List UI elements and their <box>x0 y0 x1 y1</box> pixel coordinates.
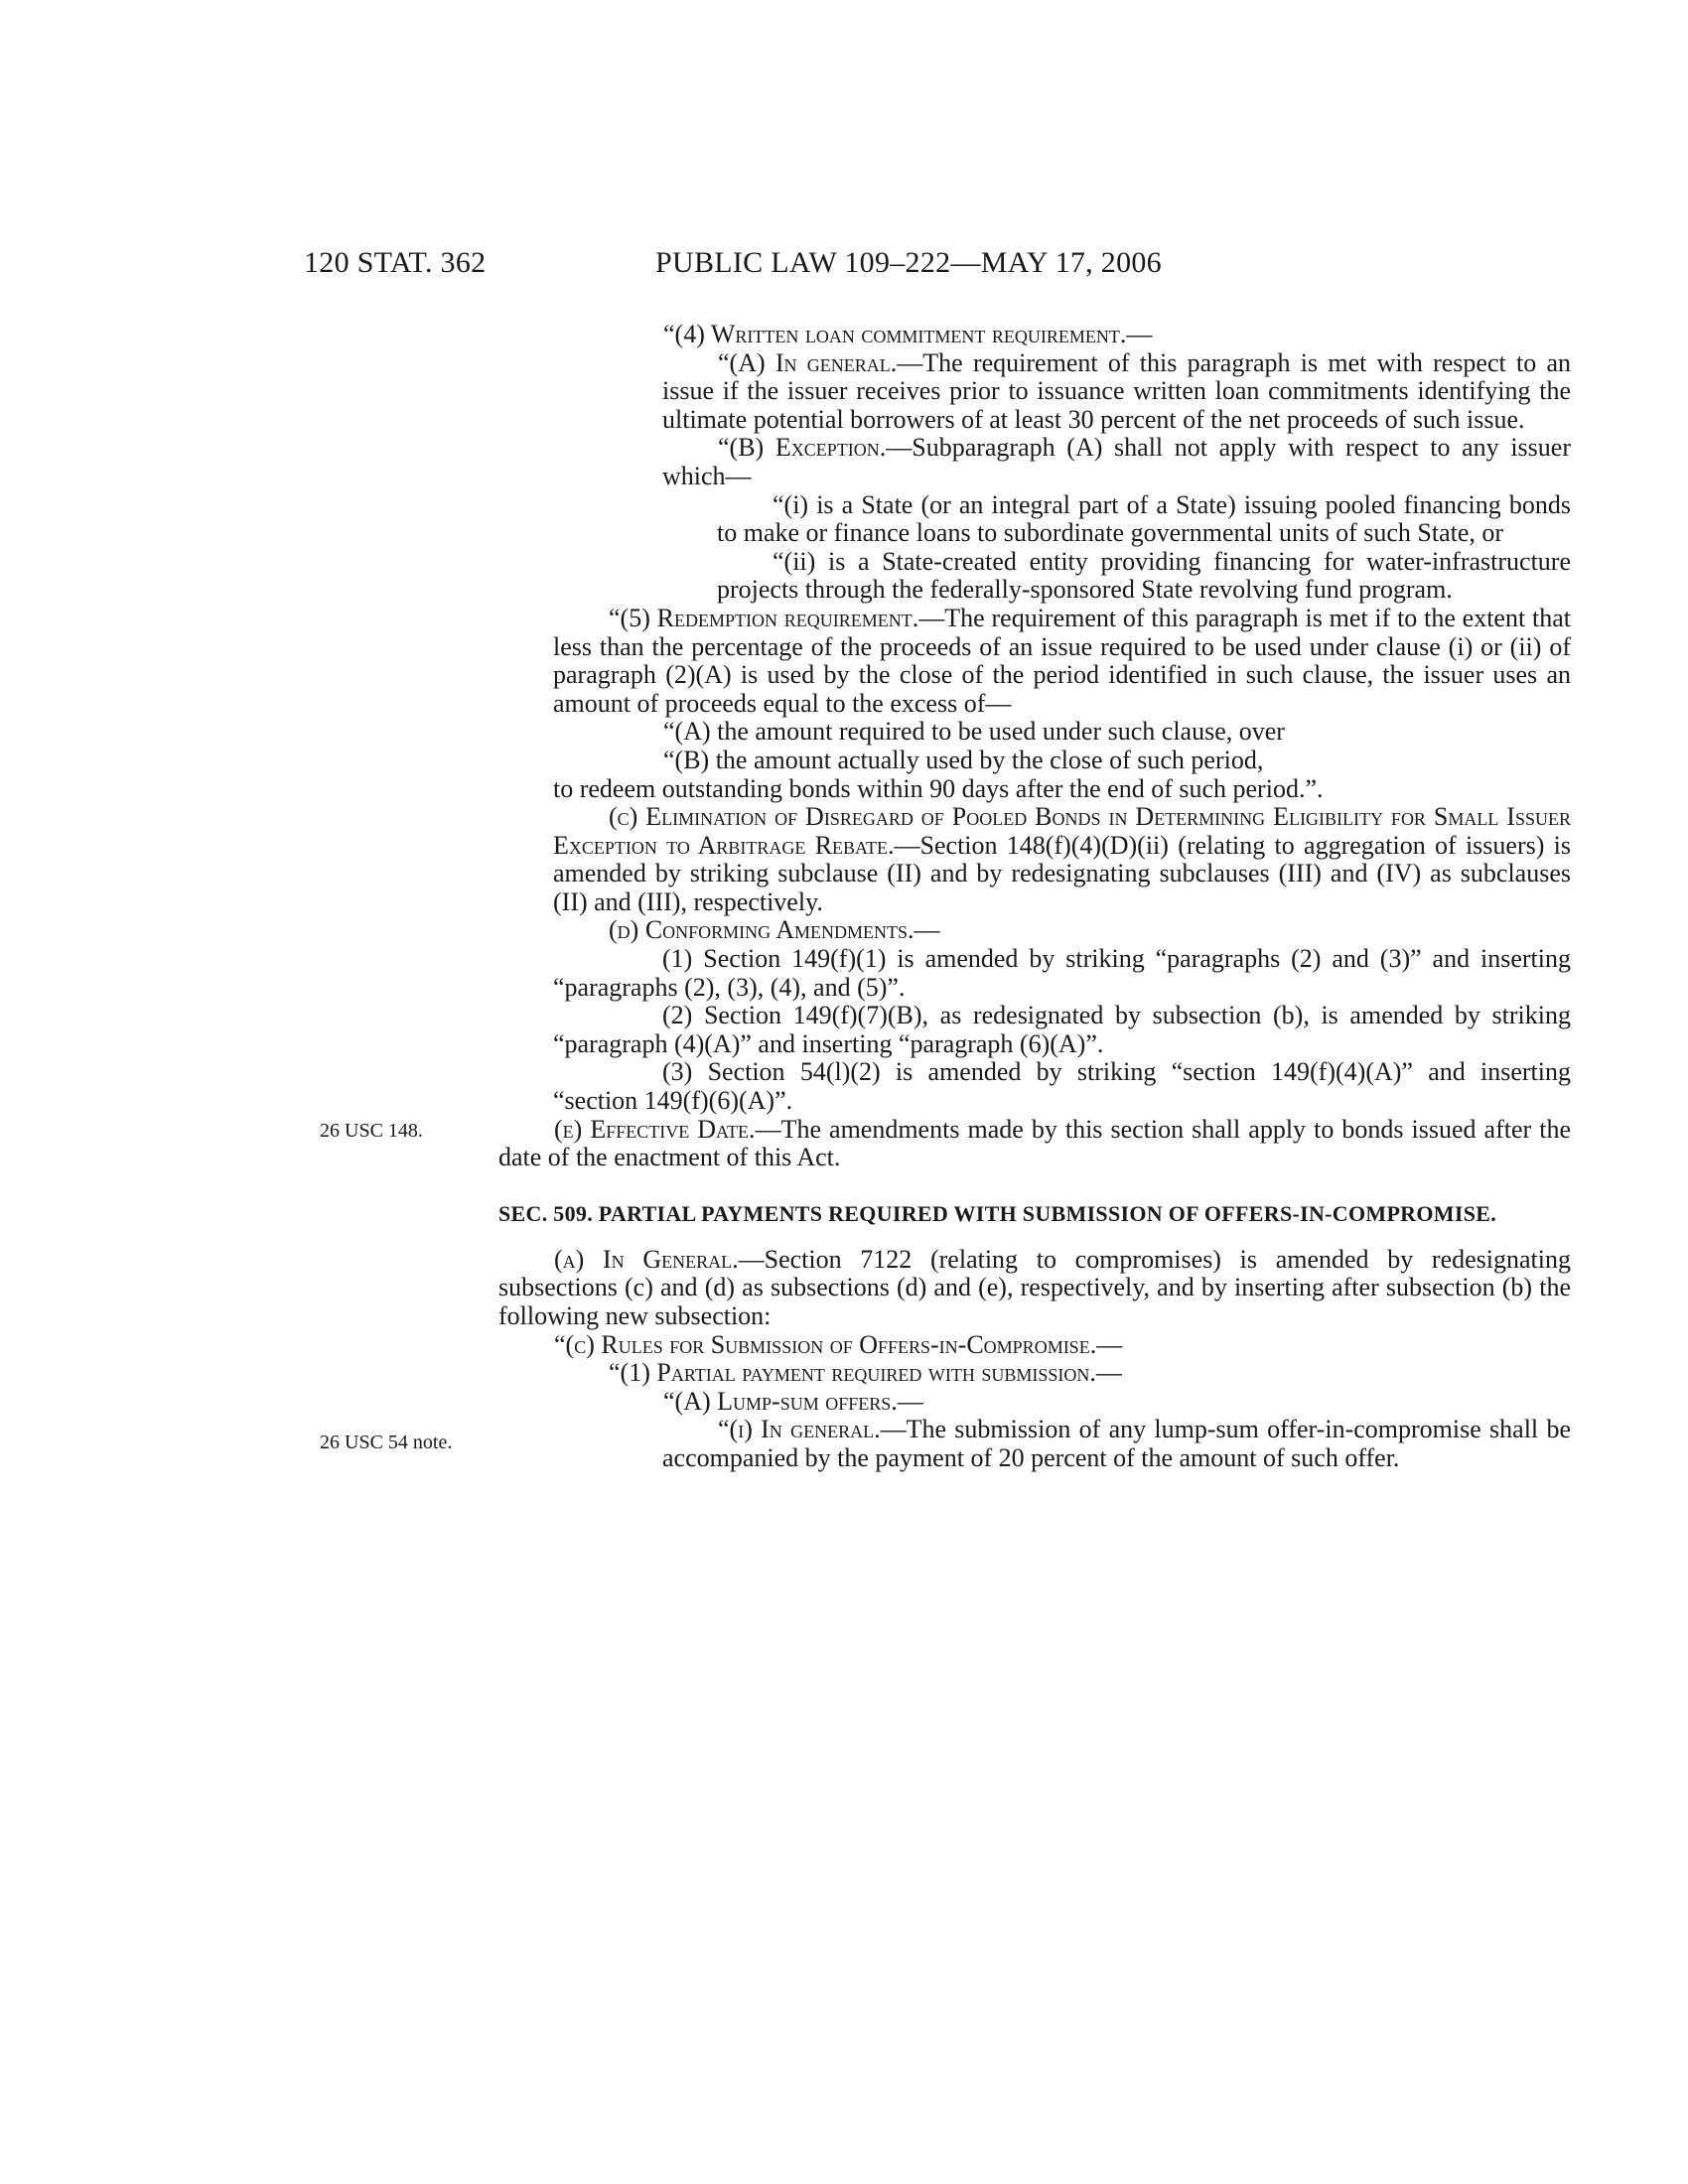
para-a <box>498 1246 1571 1331</box>
para-d3: (3) Section 54(l)(2) is amended by striking “section 149(f)(4)(A)” and inserting “section 149(f)(6)(A)”. <box>553 1057 1571 1116</box>
para-4a <box>498 349 1571 435</box>
para-c-title: (c) Elimination of Disregard of Pooled Bonds in Determining Eligibility for Small Issuer Exception to Arbitrage Rebate. <box>553 802 1571 860</box>
para-d-heading: (d) Conforming Amendments.— <box>609 915 940 945</box>
para-d1: (1) Section 149(f)(1) is amended by striking “paragraphs (2) and (3)” and inserting “paragraphs (2), (3), (4), and (5)”. <box>553 944 1571 1002</box>
para-4b-text: —Subparagraph (A) shall not apply with respect to any issuer which— <box>662 433 1571 490</box>
para-d2: (2) Section 149(f)(7)(B), as redesignated by subsection (b), is amended by striking “paragraph (4)(A)” and inserting “paragraph (6)(A)”. <box>553 1001 1571 1058</box>
para-5a: “(A) the amount required to be used under such clause, over <box>663 717 1285 747</box>
para-4b-title: “(B) Exception. <box>718 433 887 463</box>
running-head: PUBLIC LAW 109–222—MAY 17, 2006 <box>655 246 1162 279</box>
para-c-text: —Section 148(f)(4)(D)(ii) (relating to aggregation of issuers) is amended by striking subclause (II) and by redesignating subclauses (III) and (IV) as subclauses (II) and (III), respectively. <box>553 830 1571 916</box>
para-4b-i: “(i) is a State (or an integral part of a State) issuing pooled financing bonds to make or finance loans to subordinate governmental units of such State, or <box>717 489 1571 548</box>
para-5 <box>498 605 1571 718</box>
para-c1ai-text: —The submission of any lump-sum offer-in-compromise shall be accompanied by the payment of 20 percent of the amount of such offer. <box>662 1415 1571 1472</box>
para-c <box>498 803 1571 916</box>
para-e-title: (e) Effective Date. <box>554 1114 756 1144</box>
para-c-rules: “(c) Rules for Submission of Offers-in-Compromise.— <box>554 1329 1123 1359</box>
para-e-text: —The amendments made by this section shall apply to bonds issued after the date of the enactment of this Act. <box>498 1114 1571 1172</box>
document-body <box>498 321 1571 1473</box>
para-a-text: —Section 7122 (relating to compromises) is amended by redesignating subsections (c) and (d) as subsections (d) and (e), respectively, and by inserting after subsection (b) the following new subsection: <box>498 1244 1571 1330</box>
para-5b: “(B) the amount actually used by the close of such period, <box>663 745 1264 774</box>
para-c1a-heading: “(A) Lump-sum offers.— <box>663 1386 923 1416</box>
section-509-heading: SEC. 509. PARTIAL PAYMENTS REQUIRED WITH SUBMISSION OF OFFERS-IN-COMPROMISE. <box>498 1200 1497 1226</box>
para-4b-ii: “(ii) is a State-created entity providing financing for water-infrastructure projects through the federally-sponsored State revolving fund program. <box>717 546 1571 605</box>
para-4b <box>498 434 1571 490</box>
para-5-title: “(5) Redemption requirement. <box>609 603 919 632</box>
para-a-title: (a) In General. <box>554 1244 739 1274</box>
para-5-text: —The requirement of this paragraph is met if to the extent that less than the percentage of the proceeds of an issue required to be used under clause (i) or (ii) of paragraph (2)(A) is used by the close of the period identified in such clause, the issuer uses an amount of proceeds equal to the excess of— <box>553 603 1571 718</box>
para-c1ai-title: “(i) In general. <box>718 1415 881 1444</box>
para-c1-heading: “(1) Partial payment required with submission.— <box>609 1358 1122 1388</box>
para-4a-title: “(A) In general. <box>718 347 898 377</box>
para-4-heading: “(4) Written loan commitment requirement.— <box>663 320 1153 348</box>
para-4a-text: —The requirement of this paragraph is met with respect to an issue if the issuer receives prior to issuance written loan commitments identifying the ultimate potential borrowers of at least 30 percent of the net proceeds of such issue. <box>662 347 1571 434</box>
para-e <box>498 1116 1571 1172</box>
para-c1ai <box>498 1416 1571 1472</box>
margin-note-usc-54: 26 USC 54 note. <box>320 1432 453 1453</box>
para-5-tail: to redeem outstanding bonds within 90 days after the end of such period.”. <box>553 773 1324 803</box>
page-stat-number: 120 STAT. 362 <box>304 246 487 279</box>
margin-note-usc-148: 26 USC 148. <box>320 1120 423 1142</box>
